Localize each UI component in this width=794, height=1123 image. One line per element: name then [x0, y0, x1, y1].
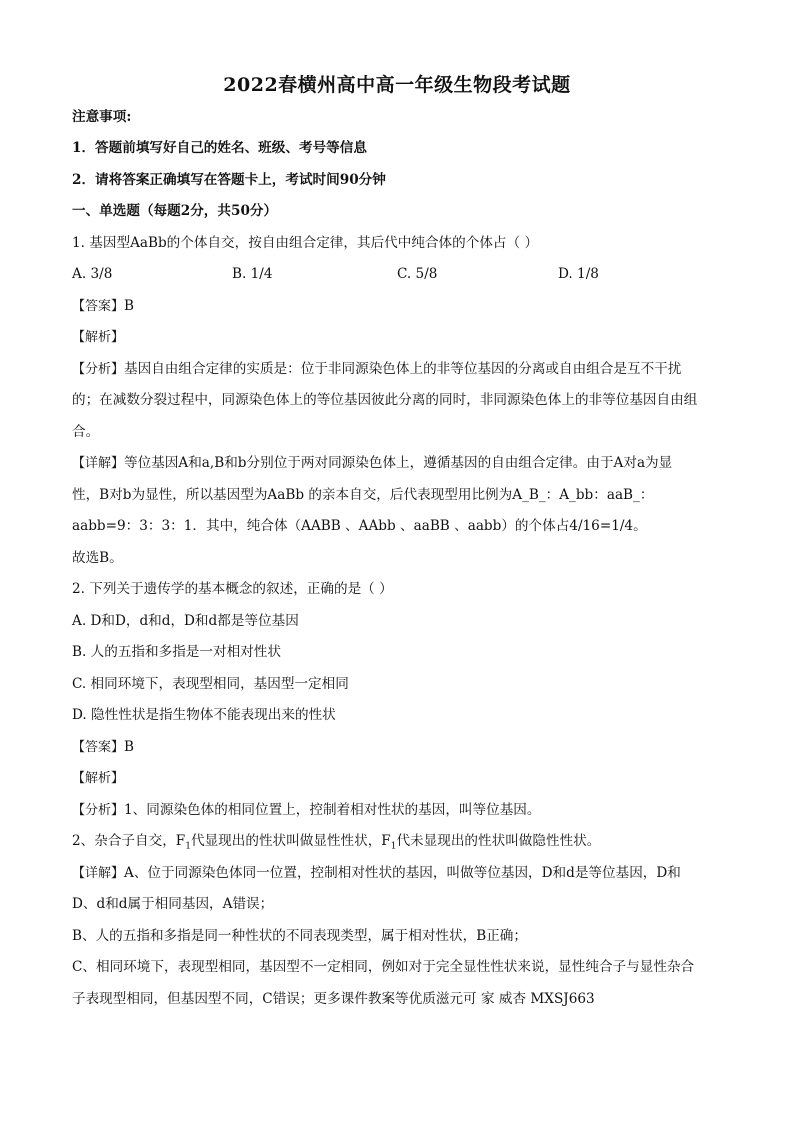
q1-conclusion: 故选B。: [72, 550, 123, 566]
q2-fenxi-line-1: 【分析】1、同源染色体的相同位置上，控制着相对性状的基因，叫等位基因。: [72, 802, 541, 818]
q1-fenxi-line-1: 【分析】基因自由组合定律的实质是：位于非同源染色体上的非等位基因的分离或自由组合是互不干扰: [72, 361, 682, 377]
page-title: 2022春横州高中高一年级生物段考试题: [223, 74, 571, 96]
q1-answer-value: B: [124, 298, 135, 314]
q1-answer: [72, 296, 732, 317]
q2-fenxi-tag: 【分析】: [72, 803, 125, 818]
q2-option-b: B. 人的五指和多指是一对相对性状: [72, 644, 281, 660]
q2-analysis-tag: 【解析】: [72, 771, 125, 786]
q1-stem: 1. 基因型AaBb的个体自交，按自由组合定律，其后代中纯合体的个体占（ ）: [72, 235, 539, 251]
q2-option-a: A. D和D，d和d，D和d都是等位基因: [72, 613, 299, 629]
q2-answer: [72, 737, 732, 758]
q1-option-b: B. 1/4: [232, 266, 273, 282]
notice-item-2: 2．请将答案正确填写在答题卡上，考试时间90分钟: [72, 172, 386, 188]
q2-xiangjie-line-5: 子表现型相同，但基因型不同，C错误；更多课件教案等优质滋元可 家 威杏 MXSJ663: [72, 991, 595, 1007]
q1-fenxi-line-2: 的；在减数分裂过程中，同源染色体上的等位基因彼此分离的同时，非同源染色体上的非等位基因自由组: [72, 392, 698, 408]
q2-fenxi-line-2: 2、杂合子自交，$F_1$代显现出的性状叫做显性性状，$F_1$代未显现出的性状叫做隐性性状。: [72, 833, 601, 852]
q1-option-a: A. 3/8: [72, 266, 113, 282]
q1-answer-tag: 【答案】: [72, 299, 125, 314]
q1-fenxi-line-3: 合。: [72, 424, 100, 440]
q2-answer-value: B: [124, 739, 135, 755]
q1-analysis-tag: 【解析】: [72, 330, 125, 345]
q2-xiangjie-tag: 【详解】: [72, 866, 125, 881]
q1-xiangjie-line-3: aabb=9：3：3：1．其中，纯合体（AABB 、AAbb 、aaBB 、aabb）的个体占4/16=1/4。: [72, 518, 647, 534]
section-heading: 一、单选题（每题2分，共50分）: [72, 203, 278, 219]
q2-xiangjie-line-4: C、相同环境下，表现型相同，基因型不一定相同，例如对于完全显性性状来说，显性纯合子与显性杂合: [72, 959, 695, 975]
q1-option-d: D. 1/8: [558, 266, 599, 282]
q2-xiangjie-line-2: D、d和d属于相同基因，A错误；: [72, 896, 274, 912]
q1-option-c: C. 5/8: [397, 266, 438, 282]
q1-xiangjie-line-1: 【详解】等位基因A和a,B和b分别位于两对同源染色体上，遵循基因的自由组合定律。由于A对a为显: [72, 455, 673, 471]
q2-option-c: C. 相同环境下，表现型相同，基因型一定相同: [72, 676, 349, 692]
notice-heading: 注意事项:: [72, 109, 132, 125]
q1-xiangjie-line-2: 性，B对b为显性，所以基因型为AaBb 的亲本自交，后代表现型用比例为A_B_：A_bb：aaB_：: [72, 487, 654, 503]
notice-item-1: 1．答题前填写好自己的姓名、班级、考号等信息: [72, 140, 367, 156]
q2-answer-tag: 【答案】: [72, 740, 125, 755]
q2-option-d: D. 隐性性状是指生物体不能表现出来的性状: [72, 707, 336, 723]
q2-xiangjie-line-1: 【详解】A、位于同源染色体同一位置，控制相对性状的基因，叫做等位基因，D和d是等位基因，D和: [72, 865, 681, 881]
q2-stem: 2. 下列关于遗传学的基本概念的叙述，正确的是（ ）: [72, 581, 393, 597]
q1-xiangjie-tag: 【详解】: [72, 456, 125, 471]
q1-fenxi-tag: 【分析】: [72, 362, 125, 377]
q2-xiangjie-line-3: B、人的五指和多指是同一种性状的不同表现类型，属于相对性状，B正确；: [72, 928, 527, 944]
